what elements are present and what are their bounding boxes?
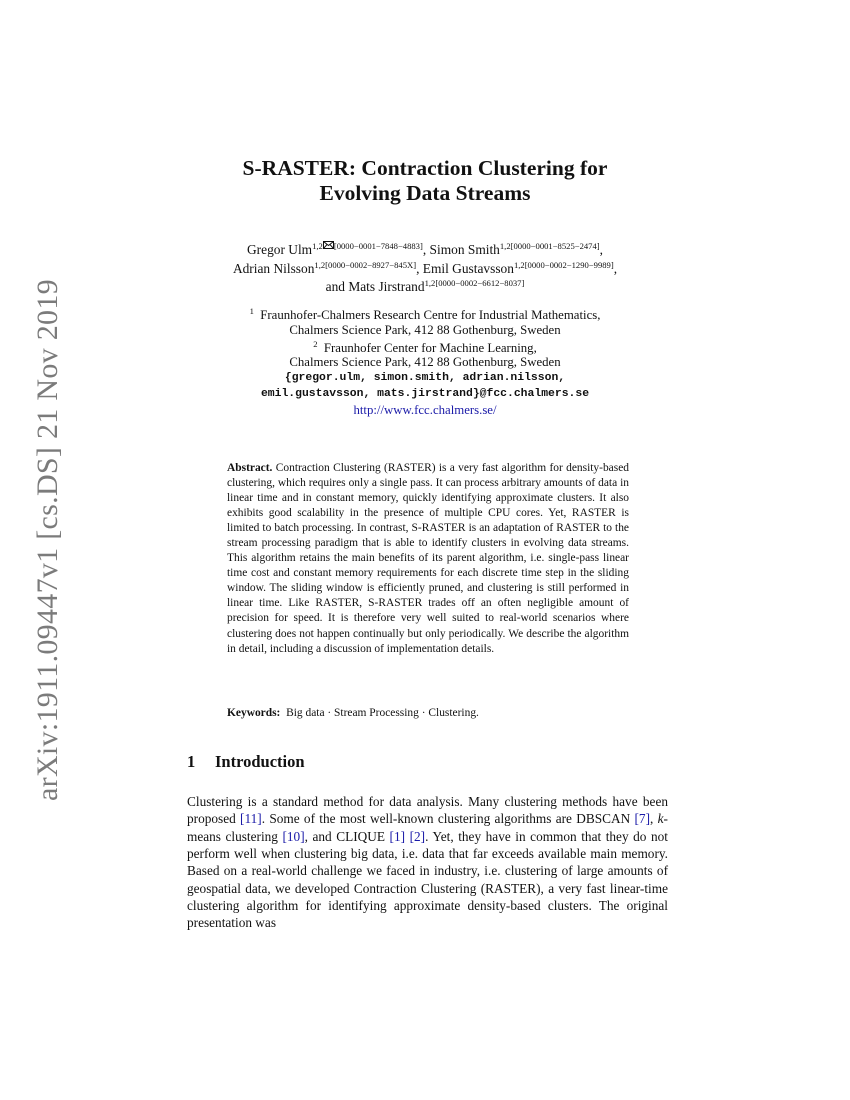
affiliation-2-line-2: Chalmers Science Park, 412 88 Gothenburg, Sweden	[289, 355, 561, 369]
paper-title-line-1: S-RASTER: Contraction Clustering for	[242, 156, 608, 180]
keywords-text: Big data · Stream Processing · Clustering.	[286, 707, 479, 719]
affiliation-2-line-1	[0, 339, 850, 356]
author-affiliation-mark: 1,2	[314, 260, 326, 270]
affiliation-text: Fraunhofer-Chalmers Research Centre for Industrial Mathematics,	[260, 308, 601, 322]
intro-text: Clustering is a standard method for data analysis. Many clustering methods have been proposed	[187, 794, 668, 827]
author-name: Emil Gustavsson	[422, 261, 514, 276]
keywords	[227, 707, 629, 719]
author-orcid: [0000−0001−7848−4883]	[333, 241, 423, 251]
paper-title-line-2: Evolving Data Streams	[319, 181, 531, 205]
author-affiliation-mark: 1,2	[312, 241, 323, 251]
author-orcid: [0000−0001−8525−2474]	[510, 241, 600, 251]
author-orcid: [0000−0002−1290−9989]	[524, 260, 614, 270]
author-orcid: [0000−0002−6612−8037]	[435, 278, 525, 288]
introduction-paragraph	[187, 793, 668, 932]
author-name: Gregor Ulm	[247, 242, 313, 257]
institution-url[interactable]	[0, 403, 850, 418]
section-heading	[187, 752, 305, 772]
intro-text: . Some of the most well-known clustering algorithms are DBSCAN	[261, 811, 635, 827]
author-name: Adrian Nilsson	[232, 261, 315, 276]
citation-link[interactable]: [1]	[389, 828, 406, 844]
author-affiliation-mark: 1,2	[513, 260, 525, 270]
affiliation-1-line-1	[0, 306, 850, 323]
intro-italic-k: k	[657, 811, 664, 827]
citation-link[interactable]: [10]	[282, 828, 305, 844]
author-separator: ,	[599, 242, 603, 257]
author-separator: ,	[613, 261, 618, 276]
intro-text: . Yet, they have in common that they do not perform well when clustering big data, i.e. data that far exceeds available main memory. Based on a real-world challenge we faced in industry, i.e. clustering of large amounts of geospatial data, we developed Contraction Clustering (RASTER), a very fast linear-time clustering algorithm for identifying approximate density-based clusters. The original presentation was	[187, 828, 668, 931]
abstract-text: Contraction Clustering (RASTER) is a very fast algorithm for density-based clustering, which requires only a single pass. It can process arbitrary amounts of data in linear time and in constant memory, quickly identifying approximate clusters. It also exhibits good scalability in the presence of multiple CPU cores. Yet, RASTER is limited to batch processing. In contrast, S-RASTER is an adaptation of RASTER to the stream processing paradigm that is able to identify clusters in evolving data streams. This algorithm retains the main benefits of its parent algorithm, i.e. single-pass linear time cost and constant memory requirements for each discrete time step in the sliding window. The sliding window is efficiently pruned, and clustering is still performed in linear time. Like RASTER, S-RASTER trades off an often negligible amount of precision for speed. It is therefore very well suited to real-world scenarios where clustering does not happen continually but only periodically. We describe the algorithm in detail, including a discussion of implementation details.	[227, 462, 629, 655]
intro-text: -means clustering	[187, 811, 668, 844]
intro-text: , and CLIQUE	[304, 828, 390, 844]
envelope-icon	[323, 241, 334, 251]
abstract	[227, 461, 629, 657]
keywords-label: Keywords:	[227, 707, 281, 719]
author-orcid: [0000−0002−8927−845X]	[325, 260, 417, 270]
citation-link[interactable]: [11]	[240, 811, 262, 827]
author-name: Simon Smith	[429, 242, 500, 257]
author-separator: ,	[416, 261, 423, 276]
author-line-3	[0, 278, 850, 295]
email-list-line-1: {gregor.ulm, simon.smith, adrian.nilsson,	[284, 372, 566, 384]
author-name: Mats Jirstrand	[348, 279, 425, 294]
author-affiliation-mark: 1,2	[424, 278, 436, 288]
citation-link[interactable]: [2]	[409, 828, 426, 844]
affiliation-1-line-2: Chalmers Science Park, 412 88 Gothenburg, Sweden	[289, 323, 561, 337]
abstract-label: Abstract.	[227, 462, 273, 474]
affiliation-mark: 1	[249, 306, 254, 316]
arxiv-identifier-stamp: arXiv:1911.09447v1 [cs.DS] 21 Nov 2019	[31, 279, 64, 801]
author-line-1	[0, 241, 850, 258]
author-separator: ,	[422, 242, 430, 257]
email-list-line-2: emil.gustavsson, mats.jirstrand}@fcc.chalmers.se	[260, 388, 590, 400]
author-line-2	[0, 260, 850, 277]
affiliation-mark: 2	[313, 339, 318, 349]
author-affiliation-mark: 1,2	[499, 241, 511, 251]
institution-url-link[interactable]: http://www.fcc.chalmers.se/	[353, 403, 497, 417]
intro-text: ,	[650, 811, 658, 827]
section-number: 1	[187, 752, 196, 771]
citation-link[interactable]: [7]	[634, 811, 651, 827]
author-prefix: and	[325, 279, 349, 294]
section-title: Introduction	[215, 752, 305, 771]
affiliation-text: Fraunhofer Center for Machine Learning,	[323, 341, 537, 355]
